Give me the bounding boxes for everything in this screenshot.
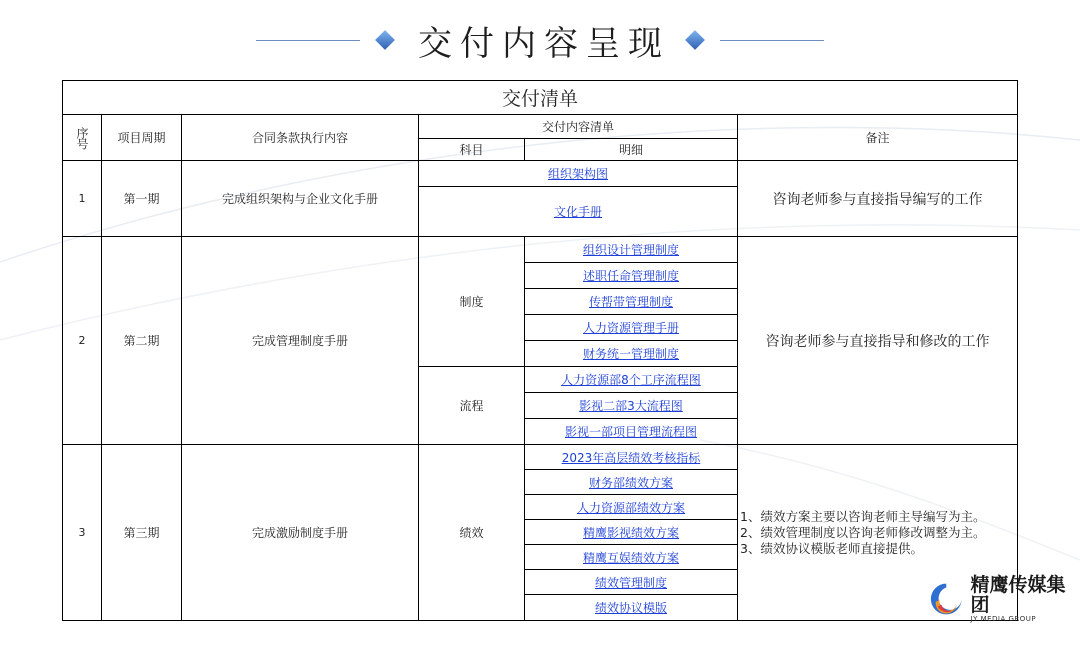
diamond-right-icon (685, 30, 705, 50)
deliverable-item (419, 161, 738, 187)
deliverable-item (525, 470, 738, 495)
remark-line: 2、绩效管理制度以咨询老师修改调整为主。 (740, 524, 986, 540)
deliverable-link[interactable]: 影视一部项目管理流程图 (564, 425, 697, 439)
logo-name-cn: 精鹰传媒集团 (970, 574, 1066, 616)
page-header (0, 10, 1080, 70)
deliverable-item (525, 263, 738, 289)
diamond-left-icon (375, 30, 395, 50)
row-2-remark: 咨询老师参与直接指导和修改的工作 (738, 237, 1018, 445)
row-3-index: 3 (63, 445, 102, 621)
header-period: 项目周期 (102, 115, 182, 161)
row-2-contract: 完成管理制度手册 (182, 237, 419, 445)
header-contract: 合同条款执行内容 (182, 115, 419, 161)
remark-line: 1、绩效方案主要以咨询老师主导编写为主。 (740, 508, 986, 524)
logo-name-en: JY MEDIA GROUP (970, 615, 1037, 623)
deliverable-link[interactable]: 精鹰互娱绩效方案 (582, 550, 679, 565)
deliverable-link[interactable]: 影视二部3大流程图 (579, 399, 683, 413)
deliverable-item (525, 545, 738, 570)
table-caption: 交付清单 (63, 81, 1018, 115)
deliverable-item (525, 341, 738, 367)
deliverable-item (525, 495, 738, 520)
row-2-subject-system: 制度 (419, 237, 525, 367)
deliverable-item (525, 570, 738, 595)
deliverable-link[interactable]: 人力资源部绩效方案 (576, 500, 685, 515)
title-left-line (256, 40, 360, 41)
deliverable-link[interactable]: 财务统一管理制度 (582, 347, 679, 361)
deliverable-item (525, 237, 738, 263)
deliverable-link[interactable]: 组织设计管理制度 (582, 243, 679, 257)
deliverable-link[interactable]: 2023年高层绩效考核指标 (561, 450, 701, 465)
company-logo (928, 574, 1080, 623)
row-2-period: 第二期 (102, 237, 182, 445)
deliverable-link[interactable]: 文化手册 (553, 205, 602, 219)
header-index: 序号 (63, 115, 102, 161)
deliverable-link[interactable]: 组织架构图 (547, 167, 608, 181)
row-1-contract: 完成组织架构与企业文化手册 (182, 161, 419, 237)
row-1-remark: 咨询老师参与直接指导编写的工作 (738, 161, 1018, 237)
deliverable-item (525, 419, 738, 445)
deliverable-link[interactable]: 述职任命管理制度 (582, 269, 679, 283)
logo-swirl-icon (928, 580, 965, 618)
remark-line: 3、绩效协议模版老师直接提供。 (740, 540, 923, 556)
row-1-index: 1 (63, 161, 102, 237)
row-3-contract: 完成激励制度手册 (182, 445, 419, 621)
title-right-line (720, 40, 824, 41)
deliverable-link[interactable]: 绩效管理制度 (594, 575, 667, 590)
deliverable-link[interactable]: 人力资源管理手册 (582, 321, 679, 335)
deliverable-item (525, 367, 738, 393)
deliverable-item (525, 520, 738, 545)
deliverable-link[interactable]: 精鹰影视绩效方案 (582, 525, 679, 540)
deliverable-link[interactable]: 绩效协议模版 (594, 601, 667, 615)
deliverable-item (525, 445, 738, 470)
deliverable-link[interactable]: 财务部绩效方案 (588, 475, 673, 490)
header-remark: 备注 (738, 115, 1018, 161)
row-3-period: 第三期 (102, 445, 182, 621)
row-2-index: 2 (63, 237, 102, 445)
header-deliverables: 交付内容清单 (419, 115, 738, 139)
deliverable-link[interactable]: 人力资源部8个工序流程图 (561, 373, 701, 387)
deliverable-item (525, 595, 738, 621)
delivery-table (62, 80, 1018, 621)
header-subject: 科目 (419, 139, 525, 161)
deliverable-item (525, 289, 738, 315)
deliverable-item (419, 187, 738, 237)
deliverable-item (525, 393, 738, 419)
row-3-subject: 绩效 (419, 445, 525, 621)
deliverable-item (525, 315, 738, 341)
header-detail: 明细 (525, 139, 738, 161)
row-2-subject-process: 流程 (419, 367, 525, 445)
page-title: 交付内容呈现 (418, 23, 670, 64)
row-1-period: 第一期 (102, 161, 182, 237)
deliverable-link[interactable]: 传帮带管理制度 (588, 295, 673, 309)
